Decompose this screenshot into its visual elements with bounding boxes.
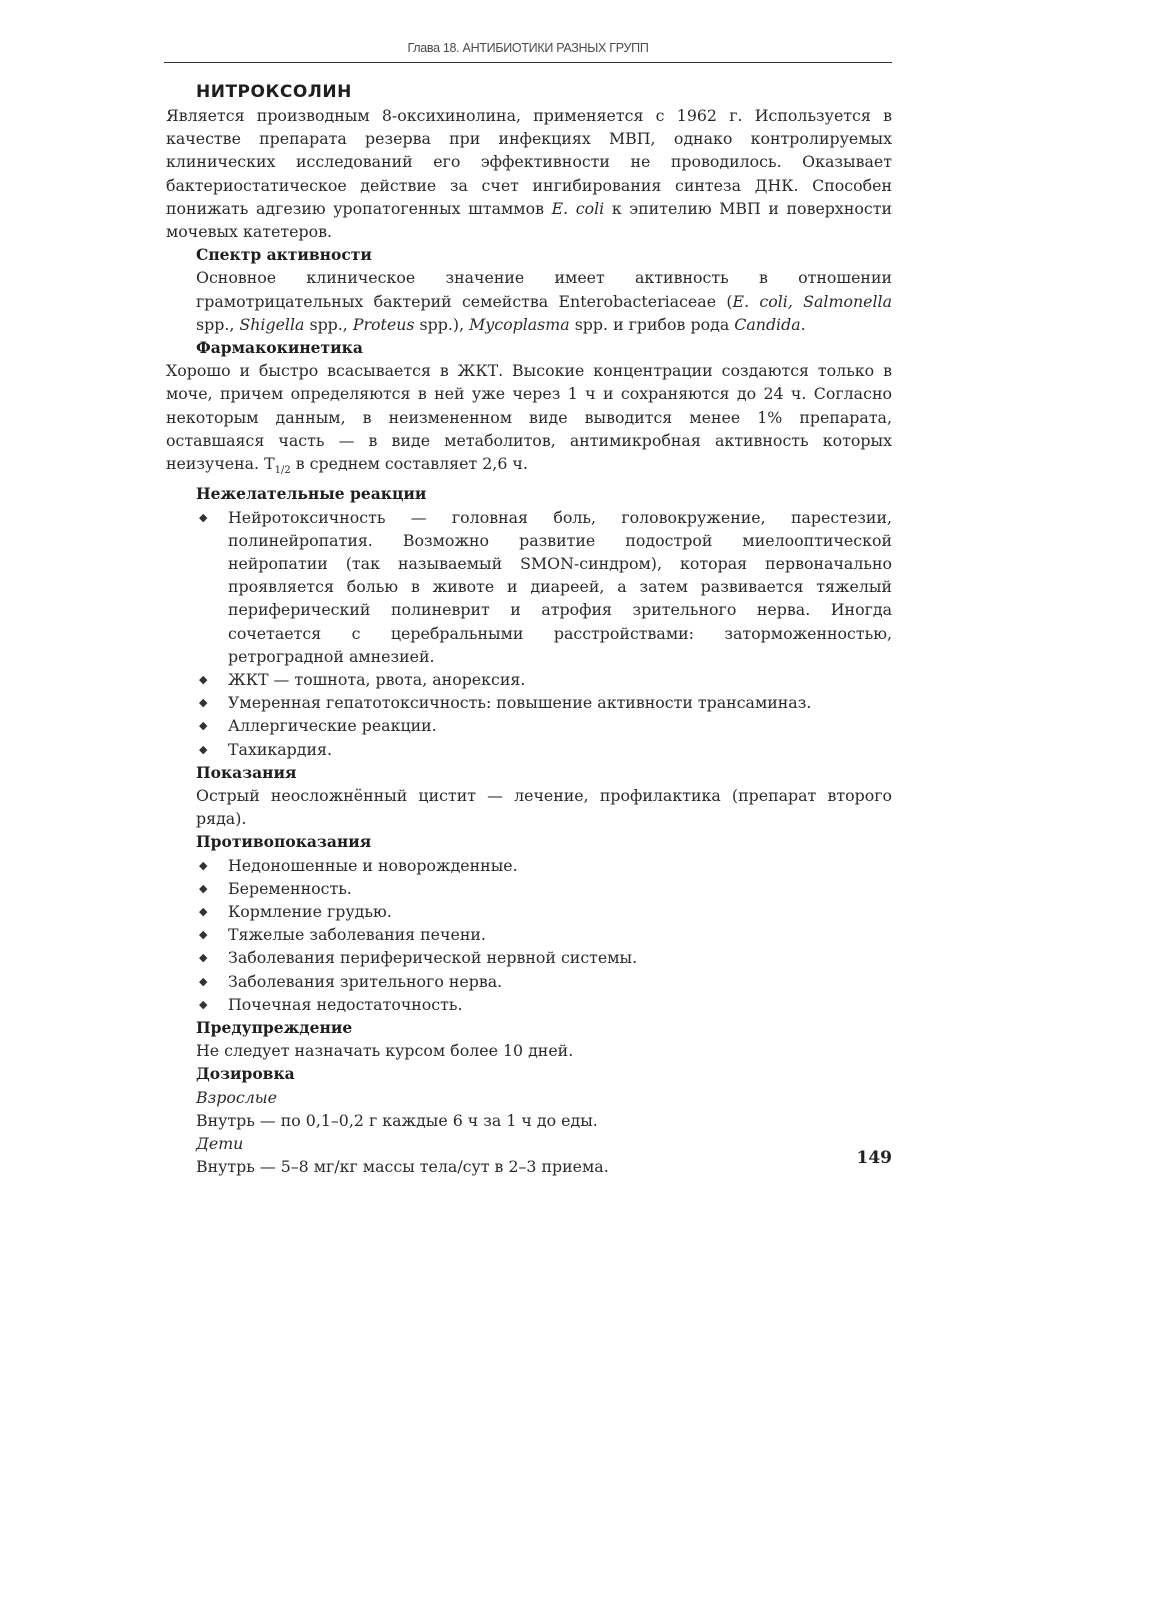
spectrum-text: spp., xyxy=(196,314,240,334)
spectrum-text: spp. и грибов рода xyxy=(569,314,735,334)
spectrum-italic: Mycoplasma xyxy=(469,314,570,334)
bullet-icon: ◆ xyxy=(199,696,208,710)
list-item xyxy=(199,900,892,923)
list-item-text: Беременность. xyxy=(228,878,352,898)
bullet-icon: ◆ xyxy=(199,905,208,919)
bullet-icon: ◆ xyxy=(199,742,208,756)
pk-text: Хорошо и быстро всасывается в ЖКТ. Высокие концентрации создаются только в моче, причем определяются в ней уже через 1 ч и сохраняются до 24 ч. Согласно некоторым данным, в неизмененном виде выводится менее 1% препарата, оставшаяся часть — в виде метаболитов, антимикробная активность которых неизучена. Т xyxy=(166,361,892,474)
header-rule xyxy=(164,62,892,63)
list-item xyxy=(199,738,892,761)
pharmacokinetics-paragraph xyxy=(166,359,892,482)
list-item xyxy=(199,923,892,946)
spectrum-heading: Спектр активности xyxy=(196,245,372,265)
warning-paragraph: Не следует назначать курсом более 10 дней. xyxy=(196,1041,574,1061)
spectrum-italic: Proteus xyxy=(352,314,415,334)
bullet-icon: ◆ xyxy=(199,974,208,988)
spectrum-text: . xyxy=(800,314,806,334)
list-item-text: Нейротоксичность — головная боль, головокружение, парестезии, полинейропатия. Возможно развитие подострой миелооптической нейропатии (так называемый SMON-синдром), которая первоначально проявляется болью в животе и диареей, а затем развивается тяжелый периферический полиневрит и атрофия зрительного нерва. Иногда сочетается с церебральными расстройствами: заторможенностью, ретроградной амнезией. xyxy=(228,507,892,666)
list-item xyxy=(199,714,892,737)
list-item-text: Заболевания зрительного нерва. xyxy=(228,971,503,991)
spectrum-italic: Shigella xyxy=(239,314,305,334)
half-life-subscript: 1/2 xyxy=(274,465,291,477)
list-item xyxy=(199,668,892,691)
dosage-children-text: Внутрь — 5–8 мг/кг массы тела/сут в 2–3 приема. xyxy=(196,1157,609,1177)
dosage-children-label: Дети xyxy=(196,1134,244,1154)
list-item-text: Тахикардия. xyxy=(228,739,333,759)
list-item xyxy=(199,854,892,877)
list-item-text: Заболевания периферической нервной системы. xyxy=(228,948,638,968)
list-item-text: ЖКТ — тошнота, рвота, анорексия. xyxy=(228,670,526,690)
list-item-text: Кормление грудью. xyxy=(228,902,392,922)
bullet-icon: ◆ xyxy=(199,881,208,895)
running-header: Глава 18. АНТИБИОТИКИ РАЗНЫХ ГРУПП xyxy=(407,41,649,55)
intro-text-end: к эпителию МВП и поверхности мочевых катетеров. xyxy=(166,198,892,242)
adverse-reactions-heading: Нежелательные реакции xyxy=(196,484,427,504)
contraindications-heading: Противопоказания xyxy=(196,832,372,852)
bullet-icon: ◆ xyxy=(199,673,208,687)
list-item xyxy=(199,946,892,969)
bullet-icon: ◆ xyxy=(199,858,208,872)
list-item-text: Аллергические реакции. xyxy=(228,716,437,736)
bullet-icon: ◆ xyxy=(199,928,208,942)
spectrum-text: spp., xyxy=(304,314,353,334)
article-body xyxy=(166,80,893,1179)
spectrum-text: spp.), xyxy=(414,314,470,334)
indications-heading: Показания xyxy=(196,762,297,782)
list-item-text: Недоношенные и новорожденные. xyxy=(228,855,518,875)
bullet-icon: ◆ xyxy=(199,997,208,1011)
article-title: НИТРОКСОЛИН xyxy=(196,82,352,102)
list-item-text: Тяжелые заболевания печени. xyxy=(228,925,486,945)
intro-paragraph xyxy=(166,104,892,243)
dosage-heading: Дозировка xyxy=(196,1064,295,1084)
list-item-text: Умеренная гепатотоксичность: повышение активности трансаминаз. xyxy=(228,693,812,713)
list-item xyxy=(199,691,892,714)
intro-italic: E. coli xyxy=(551,198,605,218)
adverse-reactions-list xyxy=(196,506,892,761)
warning-heading: Предупреждение xyxy=(196,1018,353,1038)
spectrum-italic: Candida xyxy=(734,314,801,334)
dosage-adults-label: Взрослые xyxy=(196,1087,277,1107)
list-item xyxy=(199,970,892,993)
contraindications-list xyxy=(196,854,892,1016)
spectrum-text: Основное клиническое значение имеет активность в отношении грамотрицательных бактерий семейства Enterobacteriaceae ( xyxy=(196,268,892,311)
page-number: 149 xyxy=(856,1148,892,1168)
intro-text: Является производным 8-оксихинолина, применяется с 1962 г. Используется в качестве препарата резерва при инфекциях МВП, однако контролируемых клинических исследований его эффективности не проводилось. Оказывает бактериостатическое действие за счет ингибирования синтеза ДНК. Способен понижать адгезию уропатогенных штаммов xyxy=(166,106,892,218)
list-item xyxy=(199,506,892,668)
pk-text-end: в среднем составляет 2,6 ч. xyxy=(290,454,528,474)
bullet-icon: ◆ xyxy=(199,951,208,965)
pharmacokinetics-heading: Фармакокинетика xyxy=(196,338,363,358)
bullet-icon: ◆ xyxy=(199,510,208,524)
dosage-adults-text: Внутрь — по 0,1–0,2 г каждые 6 ч за 1 ч до еды. xyxy=(196,1110,598,1130)
spectrum-paragraph xyxy=(196,266,892,336)
indications-paragraph: Острый неосложнённый цистит — лечение, профилактика (препарат второго ряда). xyxy=(196,786,892,829)
list-item-text: Почечная недостаточность. xyxy=(228,994,463,1014)
spectrum-italic: E. coli, Salmonella xyxy=(732,291,893,311)
list-item xyxy=(199,877,892,900)
list-item xyxy=(199,993,892,1016)
bullet-icon: ◆ xyxy=(199,719,208,733)
